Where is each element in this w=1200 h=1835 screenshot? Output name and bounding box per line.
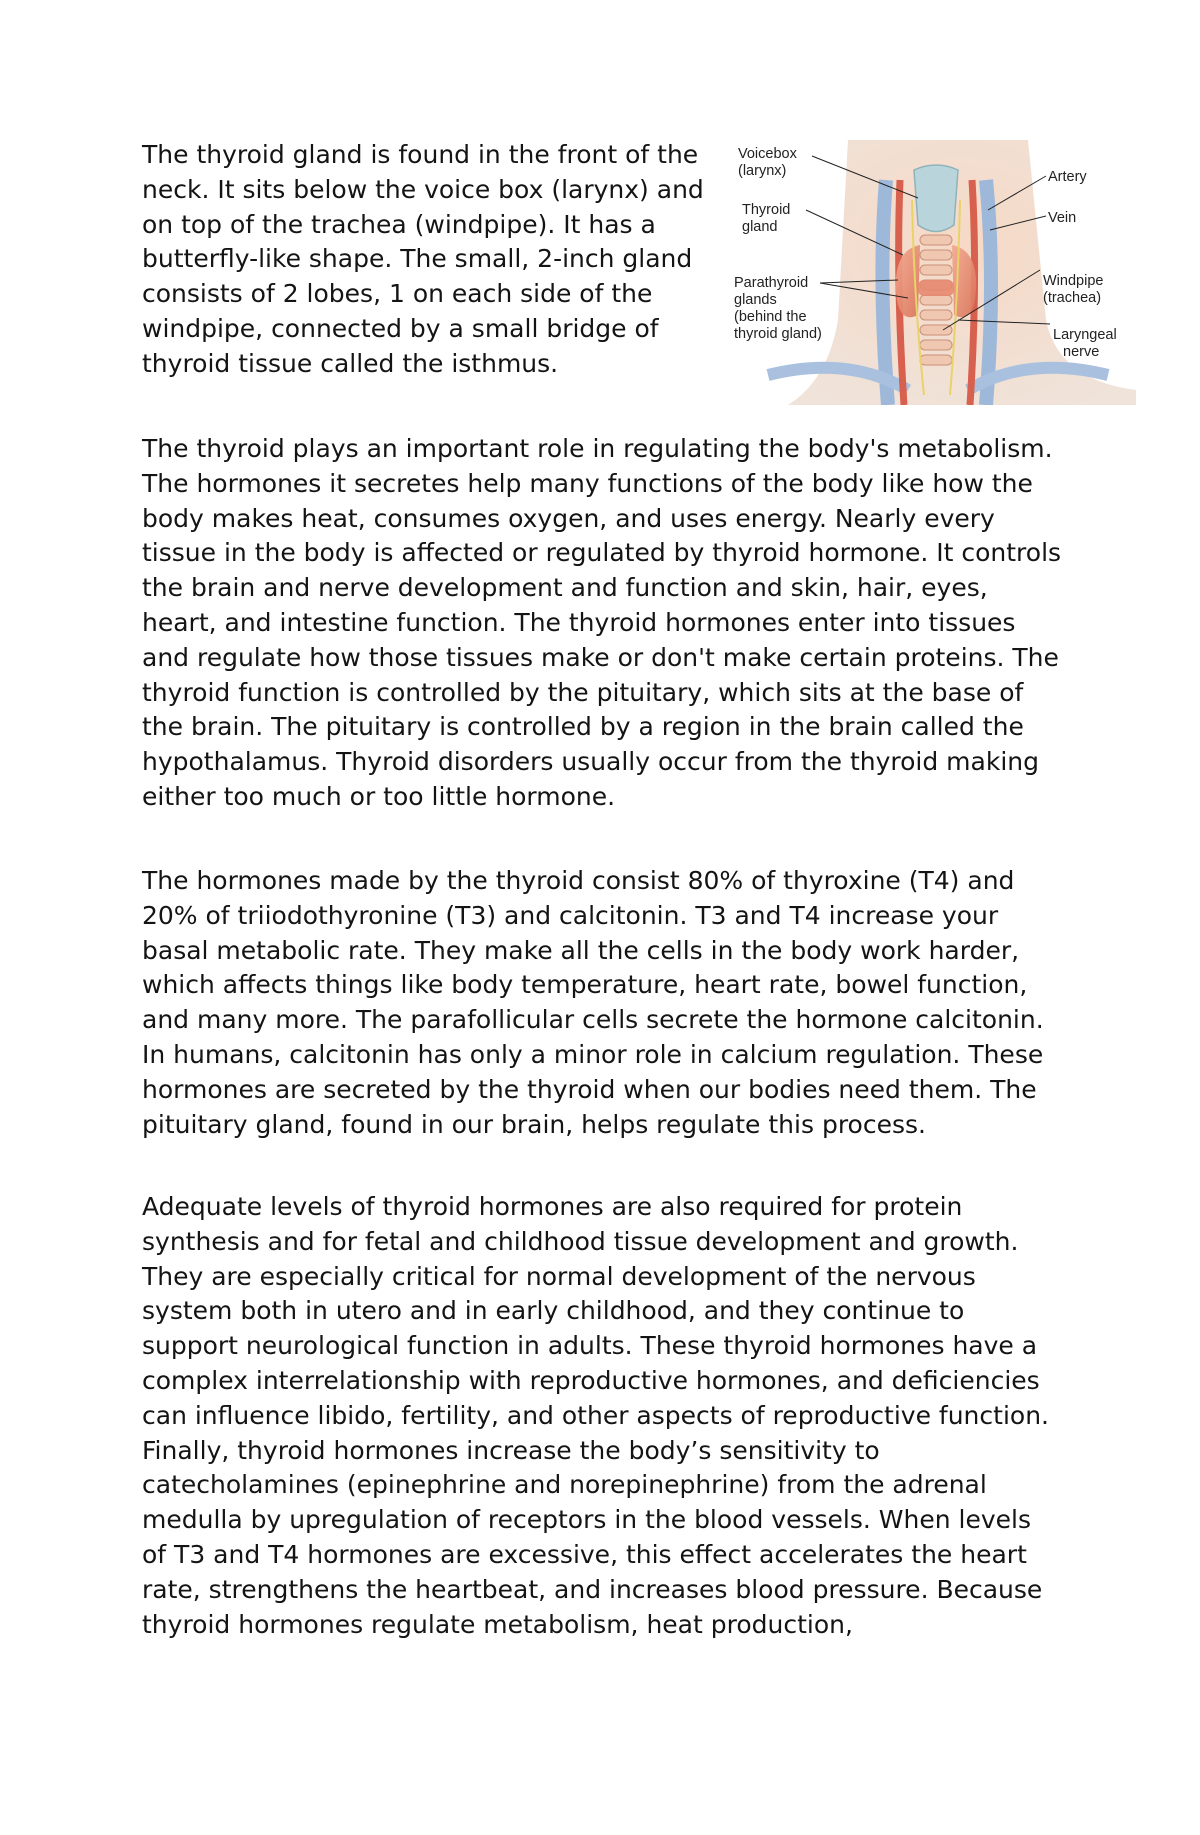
label-parathyroid-line1: Parathyroid (734, 275, 809, 291)
larynx (914, 165, 958, 232)
trachea-rings (920, 235, 952, 365)
label-windpipe-line1: Windpipe (1043, 273, 1104, 289)
left-jugular-vein (882, 180, 888, 405)
label-parathyroid-line3: (behind the (734, 309, 807, 325)
label-thyroid-line1: Thyroid (742, 202, 791, 218)
hormones-paragraph: The hormones made by the thyroid consist 80% of thyroxine (T4) and 20% of triiodothyronine (T3) and calcitonin. T3 and T4 increase your basal metabolic rate. They make all the cells in the body work harder, which affects things like body temperature, heart rate, bowel function, and many more. The parafollicular cells secrete the hormone calcitonin. In humans, calcitonin has only a minor role in calcium regulation. These hormones are secreted by the thyroid when our bodies need them. The pituitary gland, found in our brain, helps regulate this process. (142, 866, 1044, 1139)
label-laryngeal-line2: nerve (1063, 344, 1100, 360)
development-paragraph: Adequate levels of thyroid hormones are also required for protein synthesis and for fetal and childhood tissue development and growth. They are especially critical for normal development of the nervous system both in utero and in early childhood, and they continue to support neurological function in adults. These thyroid hormones have a complex interrelationship with reproductive hormones, and deficiencies can influence libido, fertility, and other aspects of reproductive function. Finally, thyroid hormones increase the body’s sensitivity to catecholamines (epinephrine and norepinephrine) from the adrenal medulla by upregulation of receptors in the blood vessels. When levels of T3 and T4 hormones are excessive, this effect accelerates the heart rate, strengthens the heartbeat, and increases blood pressure. Because thyroid hormones regulate metabolism, heat production, (142, 1192, 1049, 1639)
label-artery: Artery (1048, 169, 1087, 185)
label-voicebox-line1: Voicebox (738, 146, 797, 162)
metabolism-paragraph: The thyroid plays an important role in regulating the body's metabolism. The hormones it secretes help many functions of the body like how the body makes heat, consumes oxygen, and uses energy. Nearly every tissue in the body is affected or regulated by thyroid hormone. It controls the brain and nerve development and function and skin, hair, eyes, heart, and intestine function. The thyroid hormones enter into tissues and regulate how those tissues make or don't make certain proteins. The thyroid function is controlled by the pituitary, which sits at the base of the brain. The pituitary is controlled by a region in the brain called the hypothalamus. Thyroid disorders usually occur from the thyroid making either too much or too little hormone. (142, 434, 1062, 811)
label-thyroid-line2: gland (742, 219, 778, 235)
label-parathyroid-line2: glands (734, 292, 777, 308)
label-windpipe-line2: (trachea) (1043, 290, 1102, 306)
label-laryngeal-line1: Laryngeal (1053, 327, 1117, 343)
thyroid-isthmus (918, 280, 954, 296)
right-jugular-vein (986, 180, 991, 405)
label-voicebox-line2: (larynx) (738, 163, 787, 179)
thyroid-anatomy-illustration (728, 140, 1136, 405)
label-vein: Vein (1048, 210, 1077, 226)
label-parathyroid-line4: thyroid gland) (734, 326, 822, 342)
intro-paragraph: The thyroid gland is found in the front of the neck. It sits below the voice box (larynx) and on top of the trachea (windpipe). It has a butterfly-like shape. The small, 2-inch gland consists of 2 lobes, 1 on each side of the windpipe, connected by a small bridge of thyroid tissue called the isthmus. (142, 140, 704, 378)
thyroid-anatomy-svg (728, 140, 1136, 405)
